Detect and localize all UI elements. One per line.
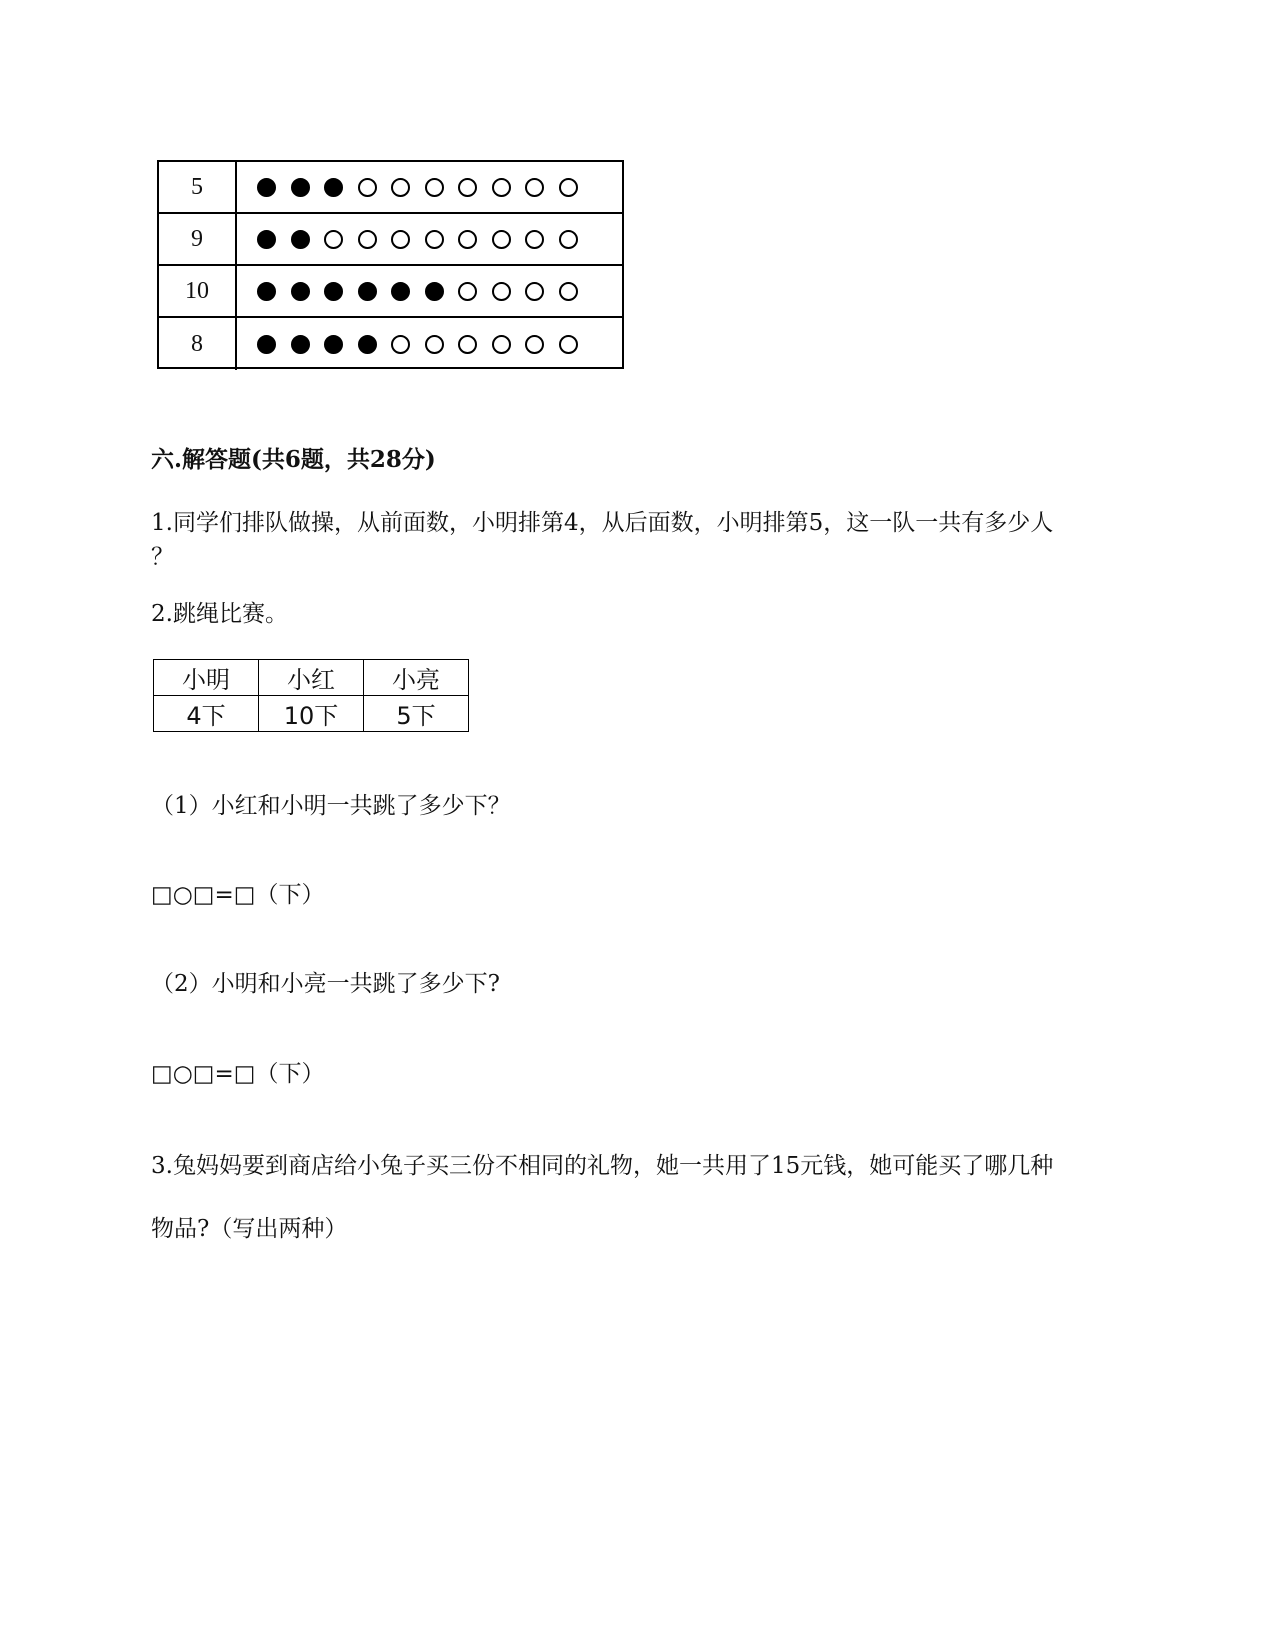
- row-number: 8: [159, 318, 237, 370]
- empty-dot: [559, 282, 578, 301]
- empty-dot: [391, 335, 410, 354]
- empty-dot: [425, 335, 444, 354]
- empty-dot: [358, 178, 377, 197]
- empty-dot: [458, 335, 477, 354]
- row-number: 10: [159, 266, 237, 316]
- filled-dot: [291, 282, 310, 301]
- dot-row: [159, 318, 622, 370]
- empty-dot: [559, 178, 578, 197]
- value-cell: 4下: [154, 696, 259, 732]
- question-1-line-1: 1.同学们排队做操，从前面数，小明排第4，从后面数，小明排第5，这一队一共有多少人: [151, 510, 1054, 536]
- empty-dot: [425, 230, 444, 249]
- question-2-formula-2: □○□=□（下）: [151, 1061, 325, 1087]
- filled-dot: [257, 230, 276, 249]
- dot-row: [159, 266, 622, 318]
- empty-dot: [492, 282, 511, 301]
- empty-dot: [525, 282, 544, 301]
- rope-table: [153, 659, 469, 732]
- empty-dot: [559, 335, 578, 354]
- header-cell: 小明: [154, 660, 259, 696]
- empty-dot: [458, 178, 477, 197]
- empty-dot: [559, 230, 578, 249]
- filled-dot: [257, 178, 276, 197]
- filled-dot: [257, 335, 276, 354]
- question-2-sub-2: （2）小明和小亮一共跳了多少下?: [151, 971, 500, 997]
- value-cell: 5下: [364, 696, 469, 732]
- filled-dot: [324, 178, 343, 197]
- empty-dot: [492, 230, 511, 249]
- table-row: [154, 660, 469, 696]
- empty-dot: [458, 282, 477, 301]
- value-cell: 10下: [259, 696, 364, 732]
- filled-dot: [291, 335, 310, 354]
- dots: [257, 162, 578, 212]
- filled-dot: [257, 282, 276, 301]
- question-3-line-2: 物品?（写出两种）: [151, 1216, 348, 1242]
- dots: [257, 318, 578, 370]
- header-cell: 小红: [259, 660, 364, 696]
- section-title: 六.解答题(共6题，共28分): [151, 446, 436, 473]
- dot-row: [159, 162, 622, 214]
- empty-dot: [358, 230, 377, 249]
- empty-dot: [425, 178, 444, 197]
- row-number: 9: [159, 214, 237, 264]
- empty-dot: [525, 335, 544, 354]
- filled-dot: [391, 282, 410, 301]
- empty-dot: [391, 178, 410, 197]
- dots: [257, 266, 578, 316]
- question-3-line-1: 3.兔妈妈要到商店给小兔子买三份不相同的礼物，她一共用了15元钱，她可能买了哪几种: [151, 1153, 1054, 1179]
- empty-dot: [458, 230, 477, 249]
- filled-dot: [358, 335, 377, 354]
- empty-dot: [525, 178, 544, 197]
- question-1-line-2: ？: [151, 544, 174, 570]
- empty-dot: [492, 178, 511, 197]
- dot-table: [157, 160, 624, 369]
- dots: [257, 214, 578, 264]
- filled-dot: [291, 230, 310, 249]
- empty-dot: [391, 230, 410, 249]
- filled-dot: [291, 178, 310, 197]
- table-row: [154, 696, 469, 732]
- row-number: 5: [159, 162, 237, 212]
- header-cell: 小亮: [364, 660, 469, 696]
- empty-dot: [492, 335, 511, 354]
- question-2-formula-1: □○□=□（下）: [151, 882, 325, 908]
- question-2-sub-1: （1）小红和小明一共跳了多少下？: [151, 793, 511, 819]
- filled-dot: [358, 282, 377, 301]
- dot-row: [159, 214, 622, 266]
- question-2-title: 2.跳绳比赛。: [151, 601, 288, 627]
- filled-dot: [324, 335, 343, 354]
- filled-dot: [324, 282, 343, 301]
- empty-dot: [324, 230, 343, 249]
- filled-dot: [425, 282, 444, 301]
- empty-dot: [525, 230, 544, 249]
